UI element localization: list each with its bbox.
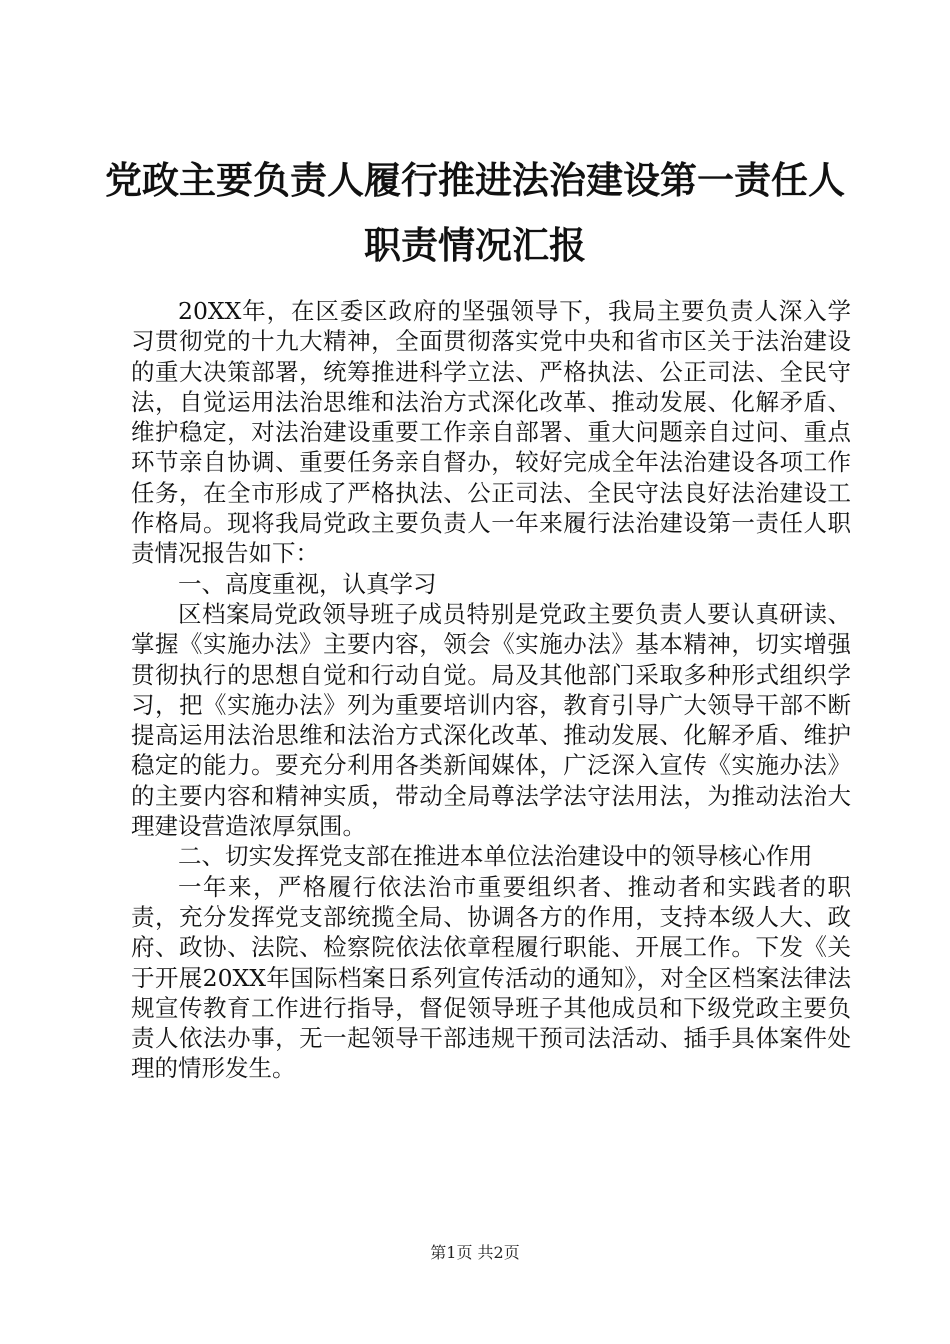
document-title-line-2: 职责情况汇报 [364,223,586,267]
paragraph-section-1: 区档案局党政领导班子成员特别是党政主要负责人要认真研读、掌握《实施办法》主要内容，领会《实施办法》基本精神，切实增强贯彻执行的思想自觉和行动自觉。局及其他部门采取多种形式组织学习，把《实施办法》列为重要培训内容，教育引导广大领导干部不断提高运用法治思维和法治方式深化改革、推动发展、化解矛盾、维护稳定的能力。要充分利用各类新闻媒体，广泛深入宣传《实施办法》的主要内容和精神实质，带动全局尊法学法守法用法，为推动法治大理建设营造浓厚氛围。 [131,599,851,841]
page-number-footer: 第1页 共2页 [430,1243,520,1262]
paragraph-intro: 20XX年，在区委区政府的坚强领导下，我局主要负责人深入学习贯彻党的十九大精神，全面贯彻落实党中央和省市区关于法治建设的重大决策部署，统筹推进科学立法、严格执法、公正司法、全民守法，自觉运用法治思维和法治方式深化改革、推动发展、化解矛盾、维护稳定，对法治建设重要工作亲自部署、重大问题亲自过问、重点环节亲自协调、重要任务亲自督办，较好完成全年法治建设各项工作任务，在全市形成了严格执法、公正司法、全民守法良好法治建设工作格局。现将我局党政主要负责人一年来履行法治建设第一责任人职责情况报告如下： [131,297,851,568]
document-body [131,296,851,1084]
document-title-line-1: 党政主要负责人履行推进法治建设第一责任人 [105,158,845,202]
paragraph-section-2: 一年来，严格履行依法治市重要组织者、推动者和实践者的职责，充分发挥党支部统揽全局、协调各方的作用，支持本级人大、政府、政协、法院、检察院依法依章程履行职能、开展工作。下发《关于开展20XX年国际档案日系列宣传活动的通知》，对全区档案法律法规宣传教育工作进行指导，督促领导班子其他成员和下级党政主要负责人依法办事，无一起领导干部违规干预司法活动、插手具体案件处理的情形发生。 [131,872,851,1083]
section-heading-1: 一、高度重视，认真学习 [178,569,437,598]
section-heading-2: 二、切实发挥党支部在推进本单位法治建设中的领导核心作用 [178,842,813,871]
